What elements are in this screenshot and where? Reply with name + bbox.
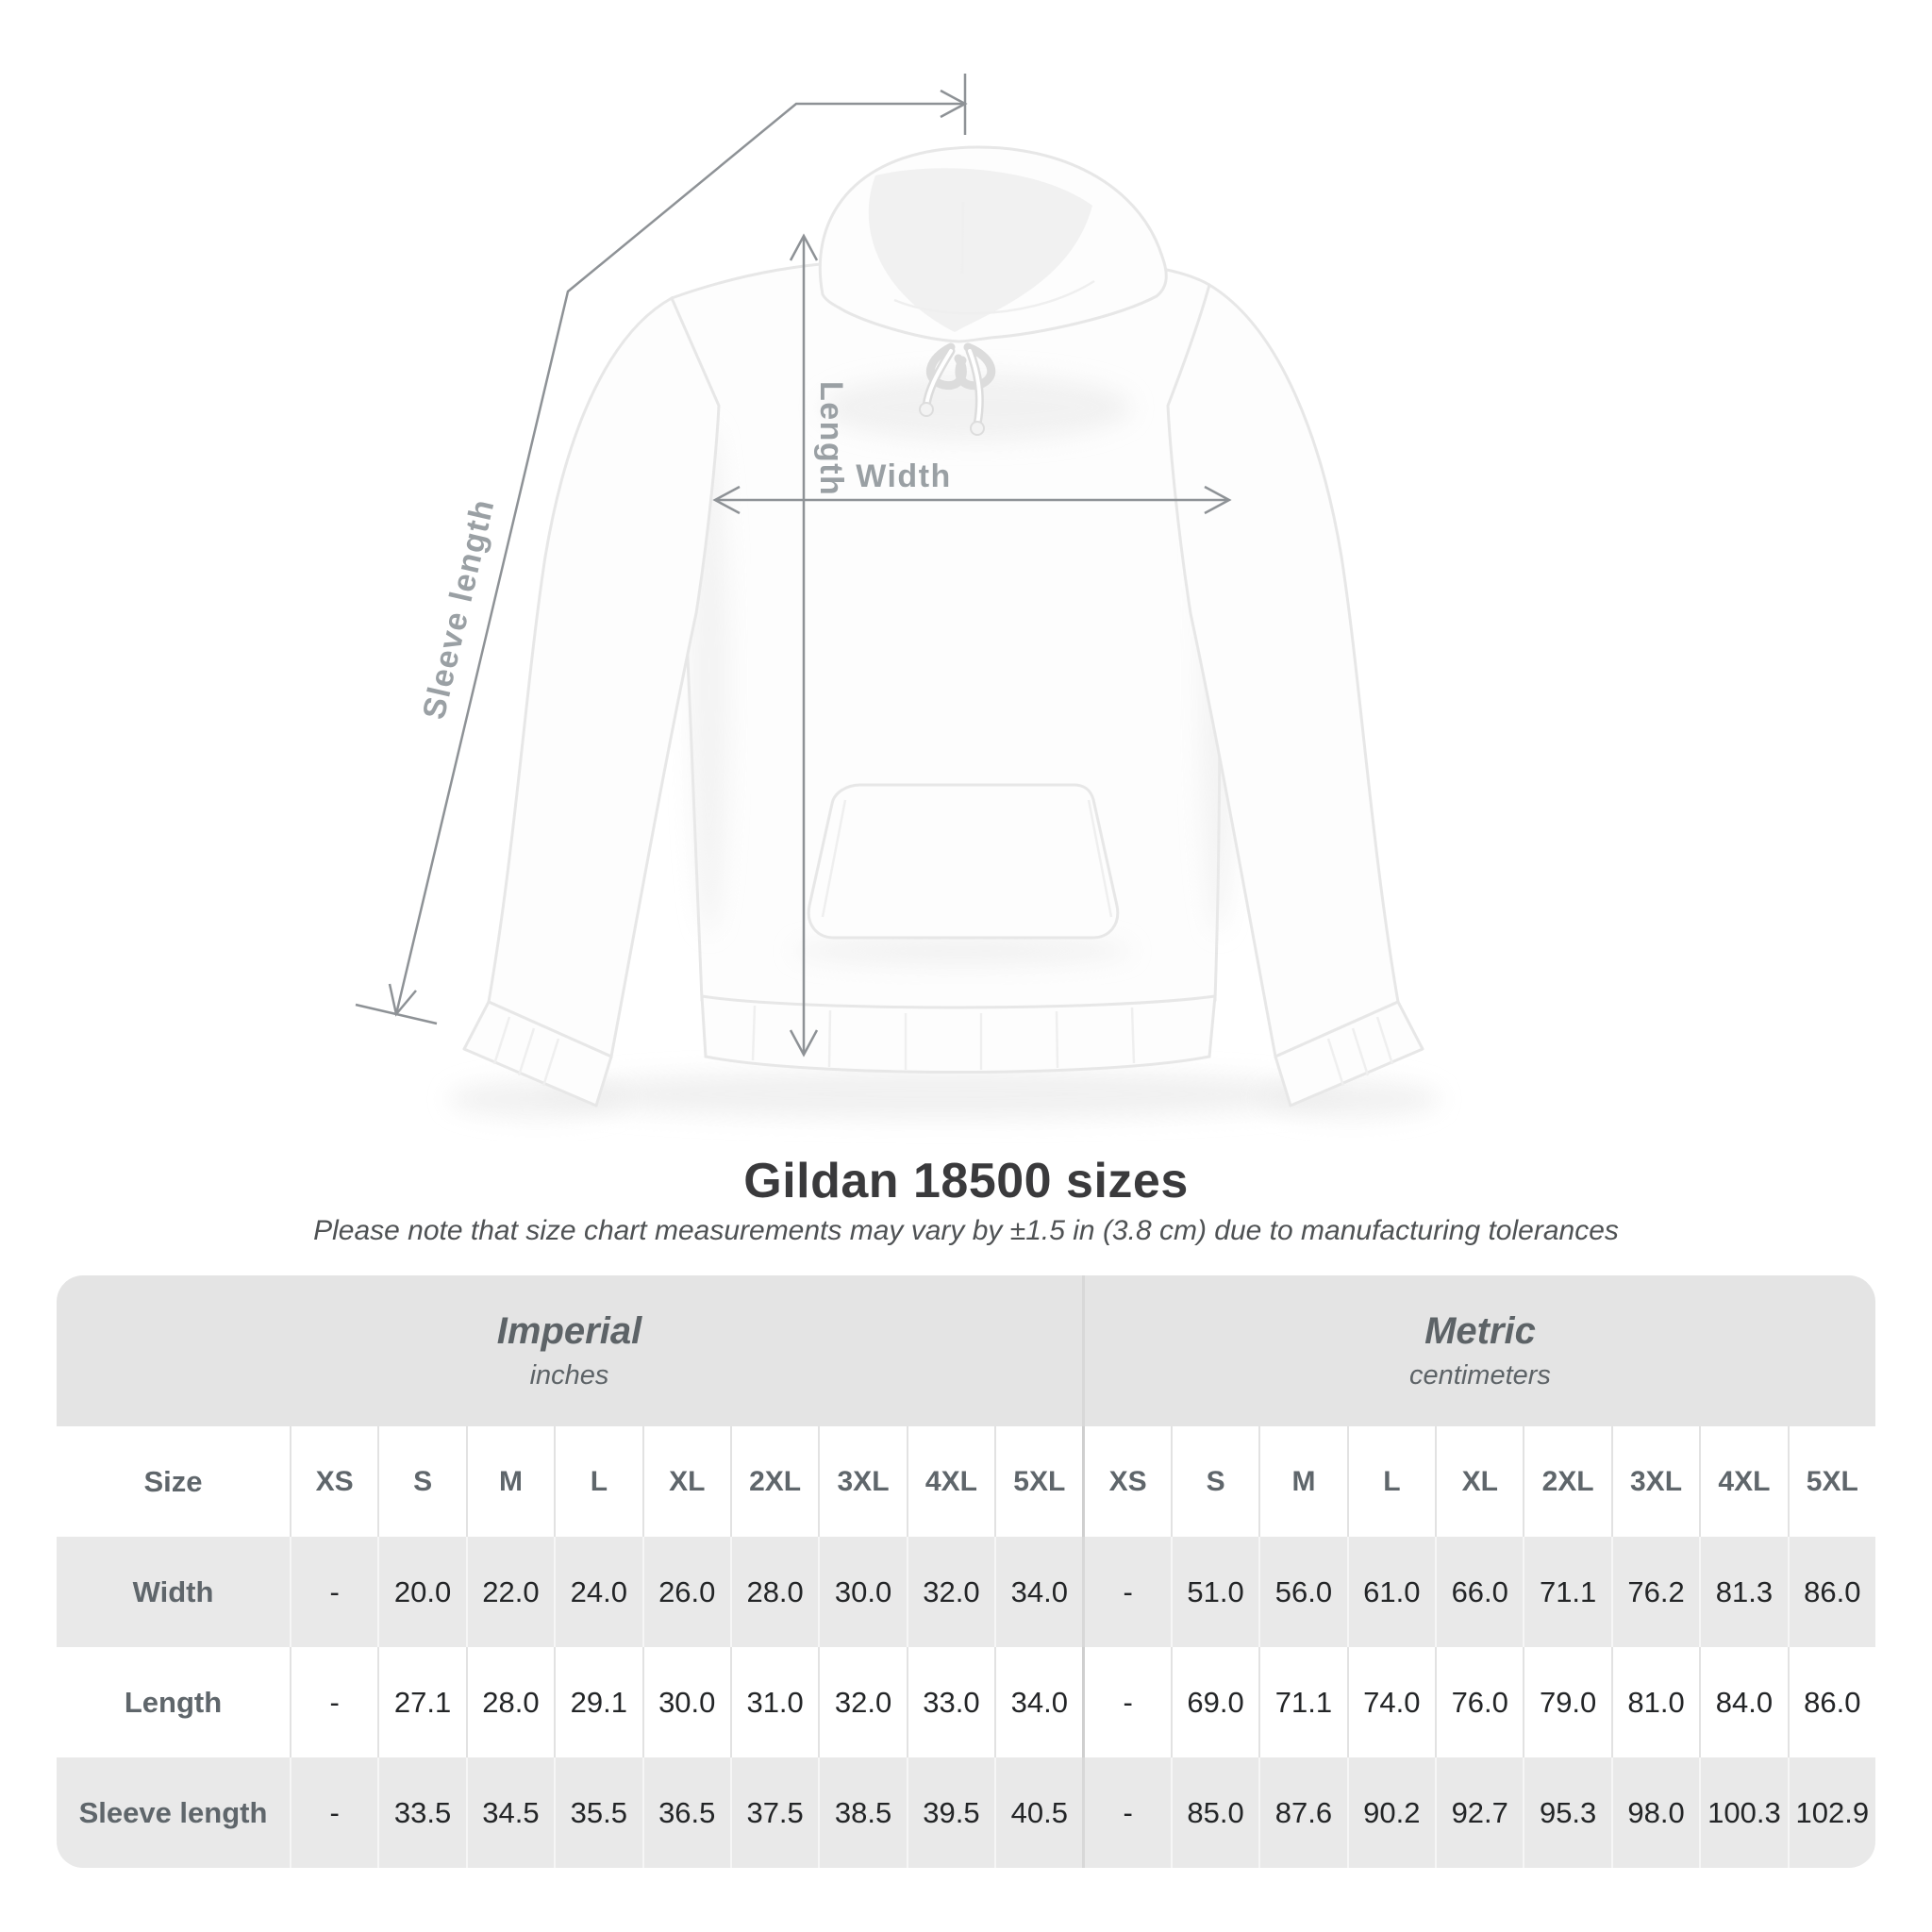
value-cell: 76.0	[1435, 1647, 1523, 1757]
value-cell: 76.2	[1611, 1537, 1699, 1647]
value-cell: 95.3	[1523, 1757, 1610, 1868]
value-cell: 32.0	[818, 1647, 906, 1757]
table-row-width	[57, 1537, 1875, 1647]
value-cell: 84.0	[1699, 1647, 1787, 1757]
value-cell: 34.0	[994, 1537, 1082, 1647]
value-cell: 102.9	[1788, 1757, 1875, 1868]
metric-title: Metric	[1424, 1310, 1536, 1352]
value-cell: -	[1082, 1647, 1170, 1757]
pocket-shadow	[792, 936, 1132, 966]
value-cell: -	[1082, 1537, 1170, 1647]
row-label: Length	[124, 1685, 223, 1719]
value-cell: 85.0	[1171, 1757, 1258, 1868]
value-cell: 71.1	[1523, 1537, 1610, 1647]
value-cell: 28.0	[466, 1647, 554, 1757]
value-cell: -	[290, 1647, 377, 1757]
sleeve-length-end-tick-bottom	[356, 1005, 437, 1024]
imperial-title: Imperial	[496, 1310, 642, 1352]
size-col-header: 2XL	[730, 1426, 818, 1537]
value-cell: 20.0	[377, 1537, 465, 1647]
size-col-header: M	[466, 1426, 554, 1537]
waistband	[702, 996, 1215, 1073]
value-cell: 56.0	[1258, 1537, 1346, 1647]
value-cell: 37.5	[730, 1757, 818, 1868]
size-col-header: M	[1258, 1426, 1346, 1537]
value-cell: 36.5	[642, 1757, 730, 1868]
imperial-subtitle: inches	[529, 1360, 609, 1391]
size-col-header: 2XL	[1523, 1426, 1610, 1537]
value-cell: 100.3	[1699, 1757, 1787, 1868]
value-cell: 66.0	[1435, 1537, 1523, 1647]
value-cell: 86.0	[1788, 1647, 1875, 1757]
metric-section-header	[1082, 1275, 1875, 1426]
row-label: Width	[132, 1574, 214, 1608]
value-cell: 87.6	[1258, 1757, 1346, 1868]
sleeve-length-label: Sleeve length	[415, 494, 502, 724]
value-cell: 51.0	[1171, 1537, 1258, 1647]
size-col-header: 4XL	[1699, 1426, 1787, 1537]
value-cell: 34.5	[466, 1757, 554, 1868]
value-cell: 31.0	[730, 1647, 818, 1757]
value-cell: 40.5	[994, 1757, 1082, 1868]
size-col-header: XL	[642, 1426, 730, 1537]
value-cell: 61.0	[1347, 1537, 1435, 1647]
row-label: Sleeve length	[78, 1795, 268, 1829]
value-cell: 90.2	[1347, 1757, 1435, 1868]
value-cell: 30.0	[642, 1647, 730, 1757]
kangaroo-pocket	[808, 785, 1118, 938]
value-cell: 34.0	[994, 1647, 1082, 1757]
size-header-row	[57, 1426, 1875, 1537]
value-cell: 29.1	[554, 1647, 641, 1757]
value-cell: 24.0	[554, 1537, 641, 1647]
value-cell: -	[290, 1537, 377, 1647]
imperial-section-header	[57, 1275, 1082, 1426]
value-cell: 22.0	[466, 1537, 554, 1647]
value-cell: 74.0	[1347, 1647, 1435, 1757]
value-cell: 79.0	[1523, 1647, 1610, 1757]
hoodie-ground-shadow	[538, 1070, 1349, 1119]
size-col-header: L	[1347, 1426, 1435, 1537]
length-label: Length	[813, 381, 849, 497]
size-col-header: 3XL	[818, 1426, 906, 1537]
value-cell: 39.5	[907, 1757, 994, 1868]
table-row-sleeve-length	[57, 1757, 1875, 1868]
value-cell: 86.0	[1788, 1537, 1875, 1647]
size-col-header: XL	[1435, 1426, 1523, 1537]
metric-subtitle: centimeters	[1409, 1360, 1551, 1391]
size-col-header: 5XL	[1788, 1426, 1875, 1537]
value-cell: 81.0	[1611, 1647, 1699, 1757]
size-col-header: S	[377, 1426, 465, 1537]
size-col-header: XS	[1082, 1426, 1170, 1537]
value-cell: 81.3	[1699, 1537, 1787, 1647]
value-cell: 35.5	[554, 1757, 641, 1868]
value-cell: 32.0	[907, 1537, 994, 1647]
value-cell: 27.1	[377, 1647, 465, 1757]
value-cell: 28.0	[730, 1537, 818, 1647]
size-corner-cell: Size	[143, 1464, 203, 1498]
value-cell: 26.0	[642, 1537, 730, 1647]
size-col-header: L	[554, 1426, 641, 1537]
size-col-header: 4XL	[907, 1426, 994, 1537]
size-col-header: S	[1171, 1426, 1258, 1537]
value-cell: -	[1082, 1757, 1170, 1868]
page-title: Gildan 18500 sizes	[743, 1154, 1189, 1208]
size-col-header: XS	[290, 1426, 377, 1537]
drawstring-tip-left	[920, 403, 933, 416]
size-col-header: 3XL	[1611, 1426, 1699, 1537]
width-label: Width	[856, 458, 952, 494]
value-cell: 98.0	[1611, 1757, 1699, 1868]
table-row-length	[57, 1647, 1875, 1757]
value-cell: 71.1	[1258, 1647, 1346, 1757]
size-table	[57, 1275, 1875, 1868]
value-cell: 33.5	[377, 1757, 465, 1868]
value-cell: -	[290, 1757, 377, 1868]
value-cell: 33.0	[907, 1647, 994, 1757]
drawstring-tip-right	[971, 422, 984, 435]
hoodie-illustration	[448, 147, 1441, 1119]
value-cell: 38.5	[818, 1757, 906, 1868]
value-cell: 69.0	[1171, 1647, 1258, 1757]
unit-section-band	[57, 1275, 1875, 1426]
value-cell: 30.0	[818, 1537, 906, 1647]
size-col-header: 5XL	[994, 1426, 1082, 1537]
tolerance-note: Please note that size chart measurements may vary by ±1.5 in (3.8 cm) due to manufacturing tolerances	[313, 1215, 1619, 1246]
value-cell: 92.7	[1435, 1757, 1523, 1868]
left-sleeve	[489, 298, 719, 1057]
